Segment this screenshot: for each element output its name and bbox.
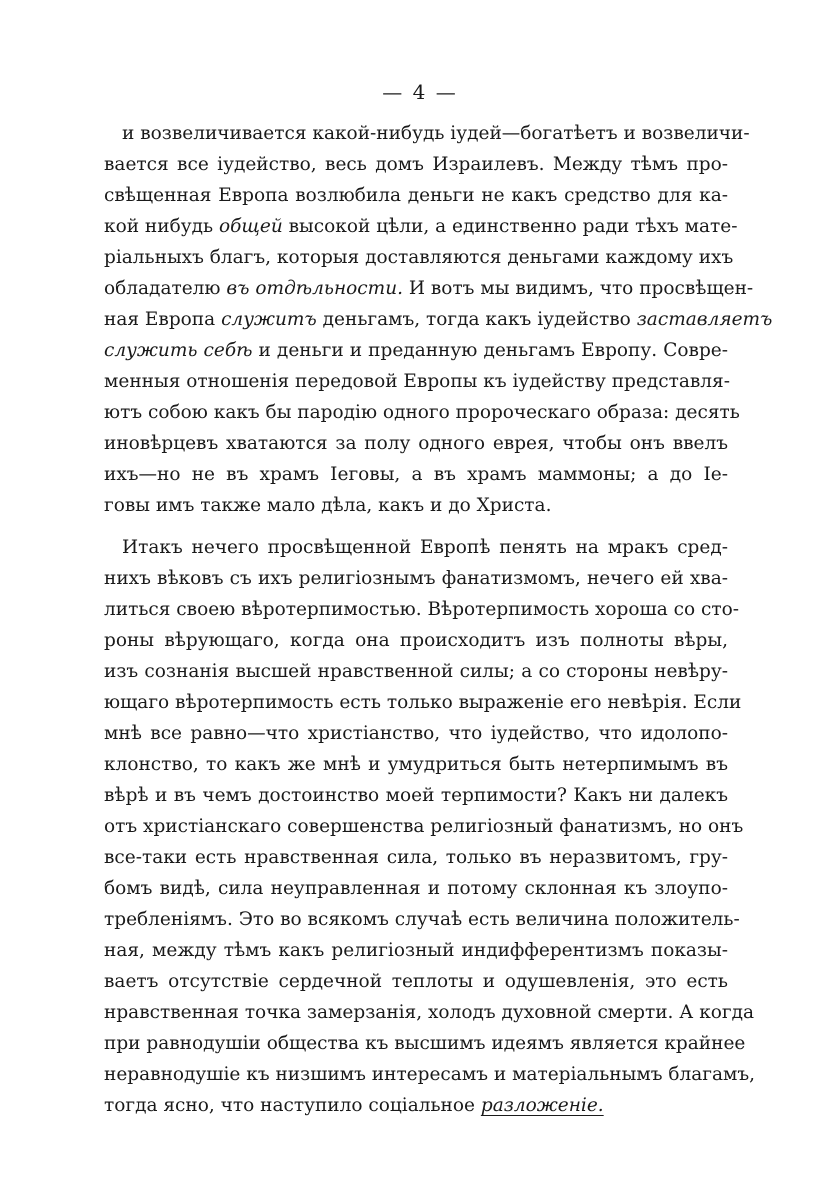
- text-run: ная Европа: [104, 309, 222, 330]
- italic-text: общей: [218, 216, 283, 237]
- text-run: ваетъ отсутствіе сердечной теплоты и одушевленія, это есть: [104, 971, 728, 992]
- text-run: И вотъ мы видимъ, что просвѣщен-: [403, 278, 754, 299]
- paragraph-1: [104, 118, 773, 521]
- text-run: ная, между тѣмъ какъ религіозный индифферентизмъ показы-: [104, 940, 728, 961]
- text-run: свѣщенная Европа возлюбила деньги не какъ средство для ка-: [104, 185, 728, 206]
- text-run: клонство, то какъ же мнѣ и умудриться быть нетерпимымъ въ: [104, 754, 728, 775]
- text-run: Итакъ нечего просвѣщенной Европѣ пенять на мракъ сред-: [122, 537, 728, 558]
- text-line: [104, 273, 754, 304]
- text-run: неравнодушіе къ низшимъ интересамъ и матеріальнымъ благамъ,: [104, 1064, 756, 1085]
- text-run: ріальныхъ благъ, которыя доставляются деньгами каждому ихъ: [104, 247, 734, 268]
- text-run: нравственная точка замерзанія, холодъ духовной смерти. А когда: [104, 1002, 755, 1023]
- text-line: [104, 180, 728, 211]
- text-line: [104, 1028, 746, 1059]
- text-run: все-таки есть нравственная сила, только въ неразвитомъ, гру-: [104, 847, 728, 868]
- text-run: тогда ясно, что наступило соціальное: [104, 1095, 481, 1116]
- paragraph-2: [104, 532, 756, 1121]
- text-run: при равнодушіи общества къ высшимъ идеямъ является крайнее: [104, 1033, 746, 1054]
- text-run: обладателю: [104, 278, 227, 299]
- body-text: [104, 118, 773, 1121]
- text-line: [104, 1090, 728, 1121]
- text-run: литься своею вѣротерпимостью. Вѣротерпимость хороша со сто-: [104, 599, 739, 620]
- italic-text: въ отдѣльности.: [226, 278, 403, 299]
- text-run: ихъ—но не въ храмъ Іеговы, а въ храмъ маммоны; а до Іе-: [104, 464, 728, 485]
- text-run: кой нибудь: [104, 216, 219, 237]
- text-line: [104, 842, 728, 873]
- text-run: требленіямъ. Это во всякомъ случаѣ есть величина положитель-: [104, 909, 740, 930]
- text-line: [104, 459, 728, 490]
- text-line: [104, 904, 740, 935]
- text-run: иновѣрцевъ хватаются за полу одного еврея, чтобы онъ ввелъ: [104, 433, 728, 454]
- text-line: [104, 149, 728, 180]
- text-run: менныя отношенія передовой Европы къ іудейству представля-: [104, 371, 730, 392]
- text-run: отъ христіанскаго совершенства религіозный фанатизмъ, но онъ: [104, 816, 744, 837]
- text-line: [104, 335, 728, 366]
- text-run: мнѣ все равно—что христіанство, что іудейство, что идолопо-: [104, 723, 728, 744]
- text-run: деньгамъ, тогда какъ іудейство: [316, 309, 637, 330]
- paragraph-gap: [104, 521, 728, 532]
- page-number: — 4 —: [382, 80, 458, 104]
- text-run: вается все іудейство, весь домъ Израилевъ. Между тѣмъ про-: [104, 154, 728, 175]
- text-line: [104, 966, 728, 997]
- text-run: и деньги и преданную деньгамъ Европу. Совре-: [252, 340, 728, 361]
- text-line: [104, 718, 728, 749]
- text-line: [104, 997, 755, 1028]
- text-line: [104, 625, 728, 656]
- text-line: [104, 366, 728, 397]
- italic-text: служитъ: [221, 309, 317, 330]
- text-line: [104, 780, 728, 811]
- text-line: [104, 935, 728, 966]
- italic-text: заставляетъ: [636, 309, 773, 330]
- text-run: говы имъ также мало дѣла, какъ и до Христа.: [104, 495, 552, 516]
- text-run: вѣрѣ и въ чемъ достоинство моей терпимости? Какъ ни далекъ: [104, 785, 728, 806]
- text-line: [104, 242, 734, 273]
- text-line: [104, 687, 742, 718]
- italic-text: служить себѣ: [104, 340, 253, 361]
- text-line: [104, 873, 728, 904]
- text-line: [104, 211, 738, 242]
- text-run: ющаго вѣротерпимость есть только выраженіе его невѣрія. Если: [104, 692, 742, 713]
- text-run: и возвеличивается какой-нибудь іудей—богатѣетъ и возвеличи-: [122, 123, 750, 144]
- text-line: [104, 594, 739, 625]
- text-run: бомъ видѣ, сила неуправленная и потому склонная къ злоупо-: [104, 878, 728, 899]
- text-line: [104, 532, 728, 563]
- text-line: [104, 397, 740, 428]
- text-line: [104, 118, 750, 149]
- underlined-italic-text: разложеніе.: [480, 1095, 604, 1116]
- text-line: [104, 428, 728, 459]
- text-run: изъ сознанія высшей нравственной силы; а со стороны невѣру-: [104, 661, 728, 682]
- text-run: нихъ вѣковъ съ ихъ религіознымъ фанатизмомъ, нечего ей хва-: [104, 568, 728, 589]
- text-line: [104, 490, 728, 521]
- text-line: [104, 1059, 756, 1090]
- text-run: ютъ собою какъ бы пародію одного пророческаго образа: десять: [104, 402, 740, 423]
- text-line: [104, 656, 728, 687]
- text-line: [104, 563, 728, 594]
- text-run: роны вѣрующаго, когда она происходитъ изъ полноты вѣры,: [104, 630, 728, 651]
- text-line: [104, 749, 728, 780]
- text-line: [104, 304, 773, 335]
- text-line: [104, 811, 744, 842]
- text-run: высокой цѣли, а единственно ради тѣхъ мате-: [282, 216, 738, 237]
